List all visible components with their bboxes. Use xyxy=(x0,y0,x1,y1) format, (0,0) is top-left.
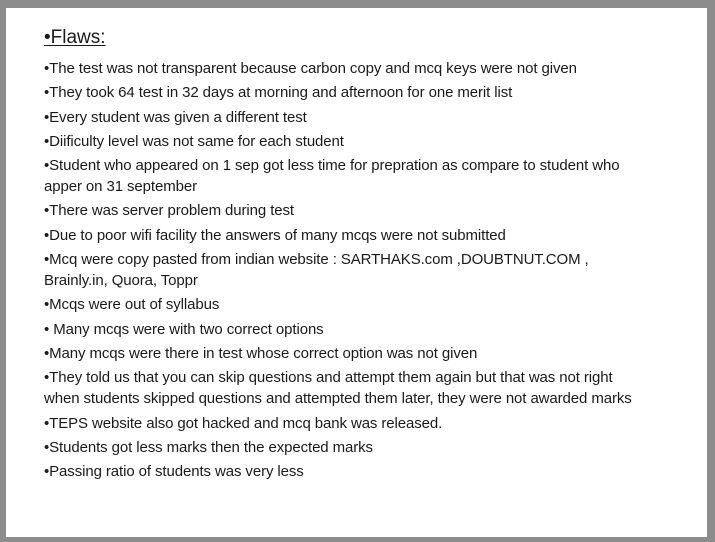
list-item: •They told us that you can skip questions and attempt them again but that was not right when students skipped questions and attempted them later, they were not awarded marks xyxy=(44,369,632,408)
list-item: •The test was not transparent because carbon copy and mcq keys were not given xyxy=(44,60,577,77)
list-item: •Mcq were copy pasted from indian website : SARTHAKS.com ,DOUBTNUT.COM , Brainly.in, Quora, Toppr xyxy=(44,251,589,290)
list-item: •Student who appeared on 1 sep got less time for prepration as compare to student who apper on 31 september xyxy=(44,157,620,196)
document-page xyxy=(6,8,707,537)
flaws-list xyxy=(44,58,644,482)
list-item: •There was server problem during test xyxy=(44,202,294,220)
list-item: •They took 64 test in 32 days at morning and afternoon for one merit list xyxy=(44,84,513,102)
list-item: •Every student was given a different test xyxy=(44,108,307,126)
list-item: •Many mcqs were there in test whose correct option was not given xyxy=(44,344,478,362)
list-item: •TEPS website also got hacked and mcq bank was released. xyxy=(44,414,443,432)
list-item: • Many mcqs were with two correct options xyxy=(44,320,324,338)
list-item: •Due to poor wifi facility the answers of many mcqs were not submitted xyxy=(44,226,506,244)
list-item: •Students got less marks then the expected marks xyxy=(44,438,373,456)
list-item: •Passing ratio of students was very less xyxy=(44,463,304,481)
list-item: •Diificulty level was not same for each student xyxy=(44,132,344,150)
flaws-heading: •Flaws: xyxy=(44,27,106,48)
list-item: •Mcqs were out of syllabus xyxy=(44,296,220,314)
document-content xyxy=(44,25,644,485)
